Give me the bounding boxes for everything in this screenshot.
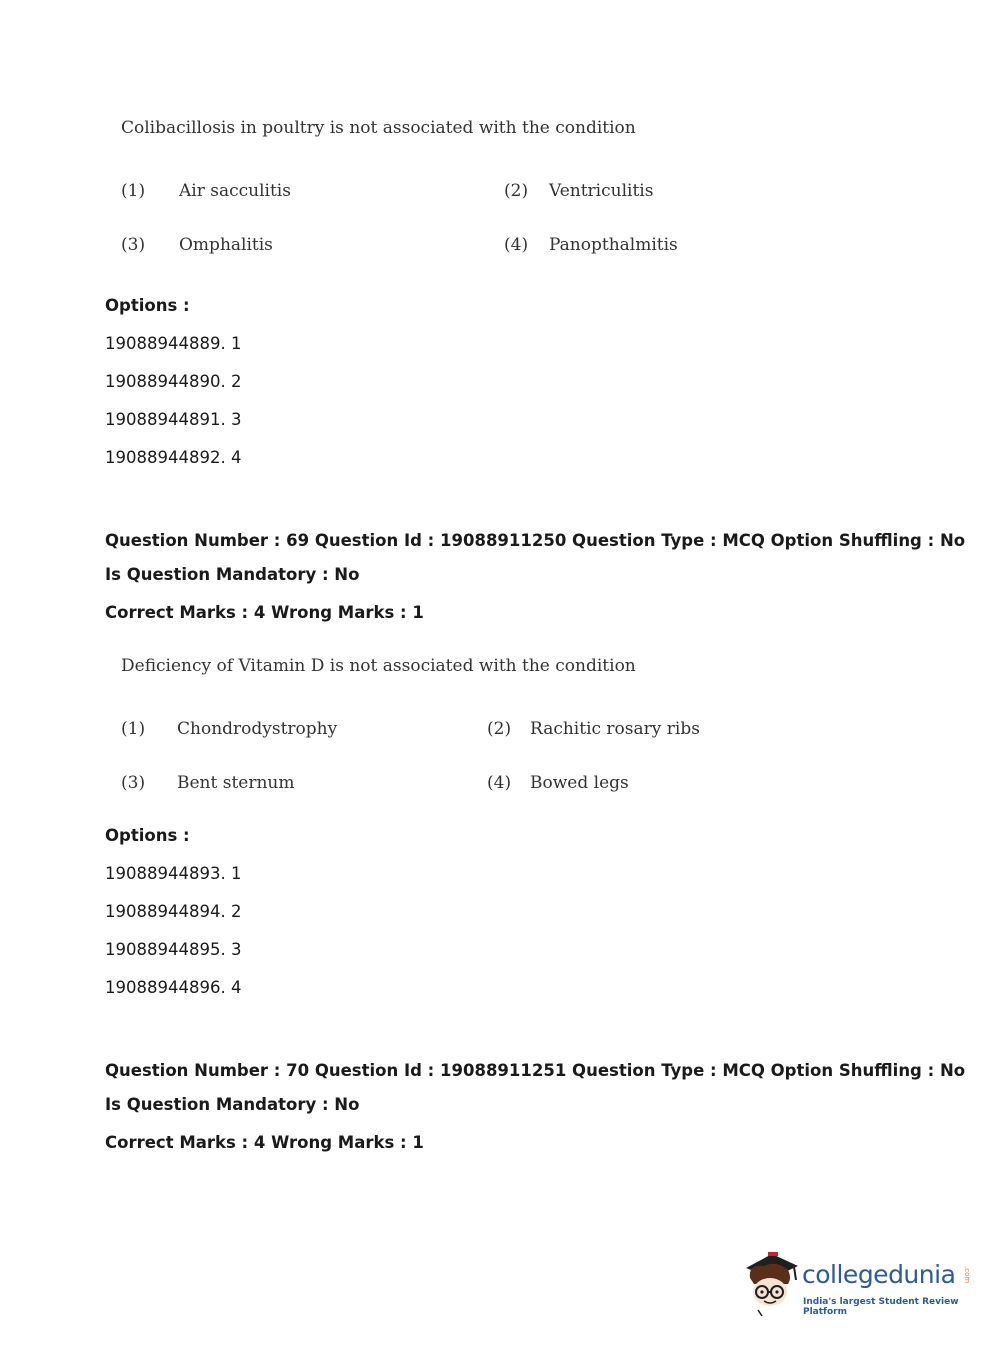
q69-marks: Correct Marks : 4 Wrong Marks : 1 bbox=[105, 603, 424, 622]
q69-header-line1: Question Number : 69 Question Id : 19088911250 Question Type : MCQ Option Shuffling : No bbox=[105, 531, 966, 550]
q68-option-3: 19088944891. 3 bbox=[105, 410, 242, 429]
q69-choice-2-num: (2) bbox=[487, 719, 512, 739]
q69-header-line2: Is Question Mandatory : No bbox=[105, 565, 360, 584]
mascot-icon bbox=[742, 1250, 802, 1320]
q69-option-3: 19088944895. 3 bbox=[105, 940, 242, 959]
q69-stem: Deficiency of Vitamin D is not associated with the condition bbox=[121, 656, 636, 676]
q69-choice-1-num: (1) bbox=[121, 719, 146, 739]
q68-choice-4-num: (4) bbox=[504, 235, 529, 255]
q68-option-1: 19088944889. 1 bbox=[105, 334, 242, 353]
q70-marks: Correct Marks : 4 Wrong Marks : 1 bbox=[105, 1133, 424, 1152]
q69-choice-3-text: Bent sternum bbox=[177, 773, 295, 793]
q68-options-label: Options : bbox=[105, 296, 190, 315]
q69-choice-1-text: Chondrodystrophy bbox=[177, 719, 338, 739]
q69-option-1: 19088944893. 1 bbox=[105, 864, 242, 883]
q68-option-4: 19088944892. 4 bbox=[105, 448, 242, 467]
q68-choice-4-text: Panopthalmitis bbox=[549, 235, 678, 255]
q68-choice-2-text: Ventriculitis bbox=[549, 181, 654, 201]
q68-choice-1-num: (1) bbox=[121, 181, 146, 201]
q69-choice-4-text: Bowed legs bbox=[530, 773, 629, 793]
q68-choice-3-num: (3) bbox=[121, 235, 146, 255]
q69-option-4: 19088944896. 4 bbox=[105, 978, 242, 997]
q69-choice-4-num: (4) bbox=[487, 773, 512, 793]
q69-choice-3-num: (3) bbox=[121, 773, 146, 793]
q68-stem: Colibacillosis in poultry is not associated with the condition bbox=[121, 118, 636, 138]
q68-choice-2-num: (2) bbox=[504, 181, 529, 201]
q68-choice-3-text: Omphalitis bbox=[179, 235, 273, 255]
logo-tagline: India's largest Student Review Platform bbox=[803, 1297, 959, 1317]
logo-wordmark: collegedunia bbox=[802, 1260, 956, 1289]
q70-header-line1: Question Number : 70 Question Id : 19088911251 Question Type : MCQ Option Shuffling : No bbox=[105, 1061, 966, 1080]
q69-choice-2-text: Rachitic rosary ribs bbox=[530, 719, 700, 739]
q68-choice-1-text: Air sacculitis bbox=[179, 181, 291, 201]
q69-options-label: Options : bbox=[105, 826, 190, 845]
collegedunia-logo bbox=[742, 1250, 972, 1320]
q69-option-2: 19088944894. 2 bbox=[105, 902, 242, 921]
logo-suffix: .com bbox=[963, 1266, 971, 1284]
q70-header-line2: Is Question Mandatory : No bbox=[105, 1095, 360, 1114]
q68-option-2: 19088944890. 2 bbox=[105, 372, 242, 391]
